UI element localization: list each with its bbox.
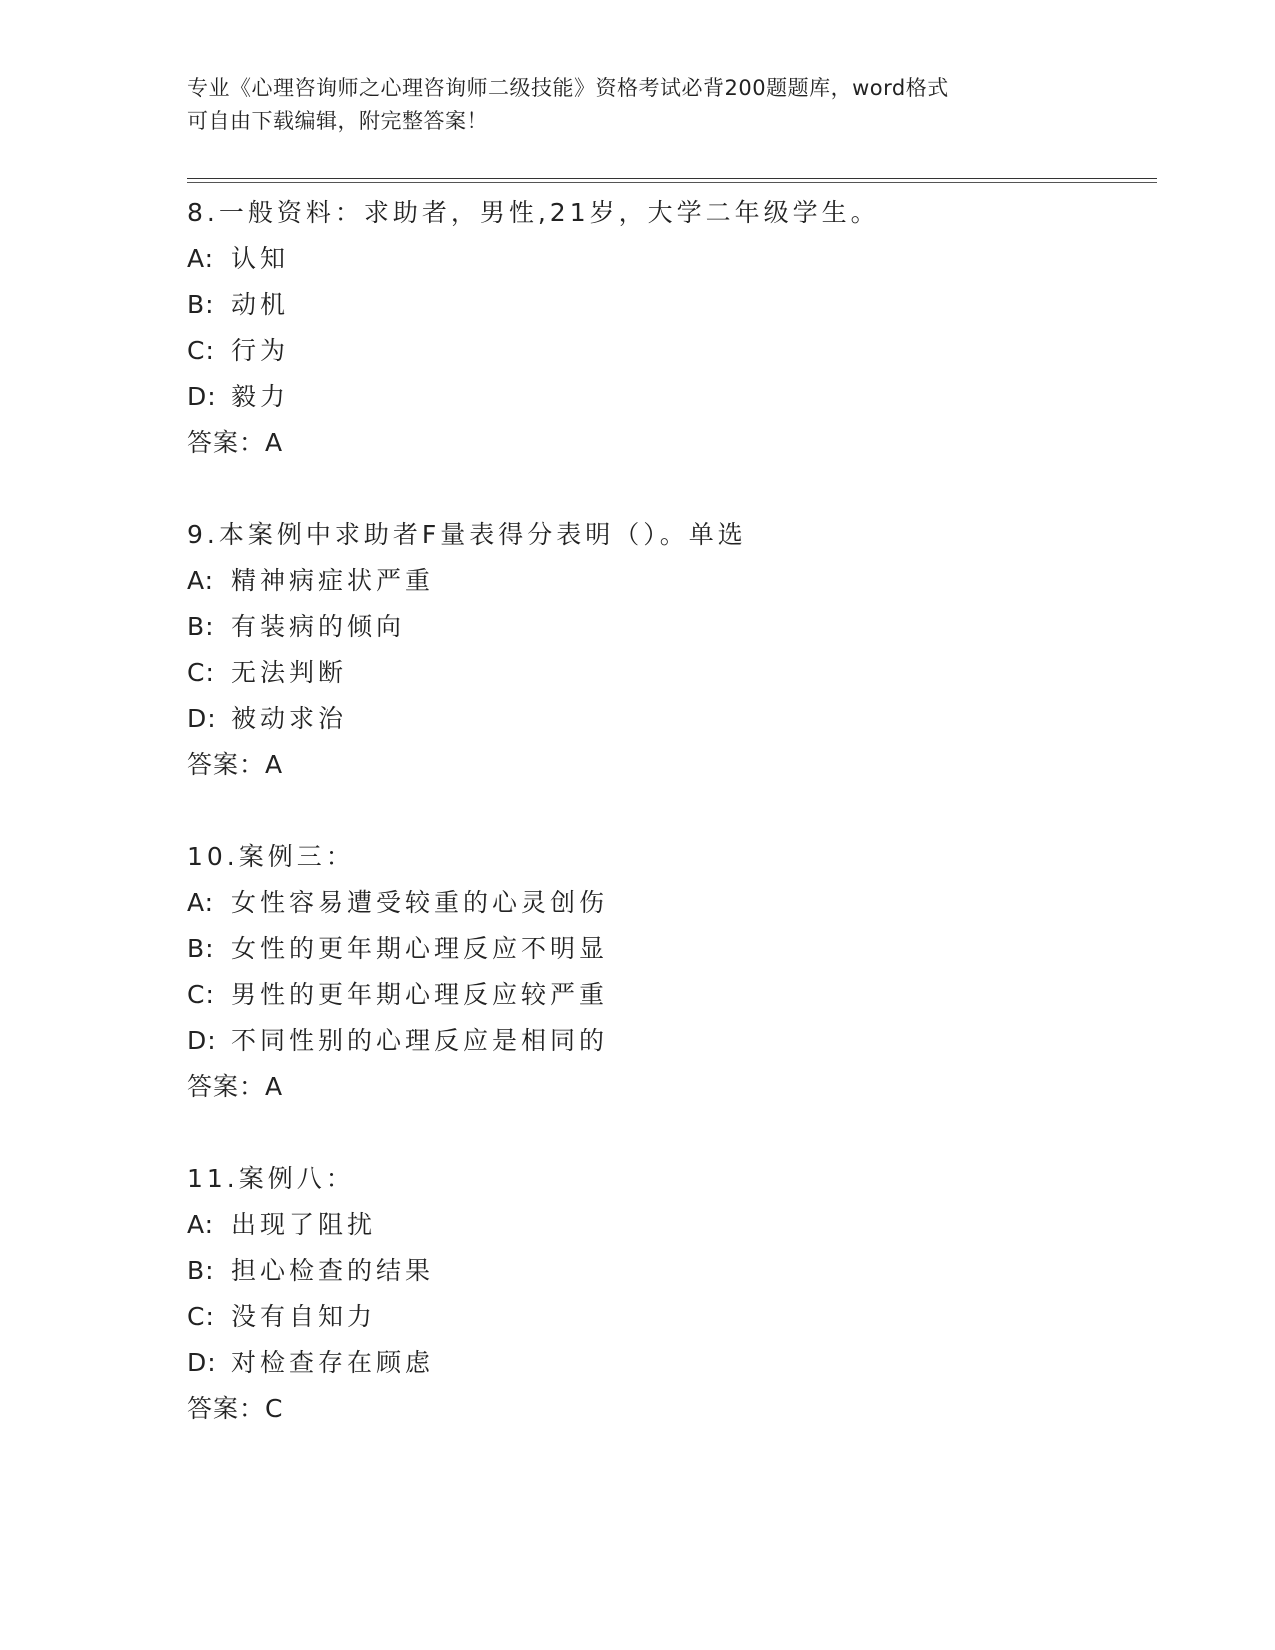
option-text: 毅力 xyxy=(231,382,290,411)
question-stem: 11.案例八： xyxy=(187,1164,355,1193)
question-answer: 答案：C xyxy=(187,1394,284,1423)
option-label: C: xyxy=(187,658,215,687)
question-option xyxy=(187,972,1147,1018)
option-text: 精神病症状严重 xyxy=(231,566,435,595)
option-label: B: xyxy=(187,1256,215,1285)
question-option xyxy=(187,880,1147,926)
option-label: B: xyxy=(187,934,215,963)
question-option xyxy=(187,282,1147,328)
option-text: 有装病的倾向 xyxy=(231,612,406,641)
question-item xyxy=(187,190,1147,466)
question-stem: 10.案例三： xyxy=(187,842,355,871)
option-text: 无法判断 xyxy=(231,658,348,687)
option-text: 男性的更年期心理反应较严重 xyxy=(231,980,609,1009)
option-label: B: xyxy=(187,290,215,319)
option-label: D: xyxy=(187,1348,217,1377)
option-text: 行为 xyxy=(231,336,290,365)
option-text: 不同性别的心理反应是相同的 xyxy=(231,1026,609,1055)
question-option xyxy=(187,374,1147,420)
header-title-line-2: 可自由下载编辑，附完整答案！ xyxy=(187,109,488,133)
question-answer: 答案：A xyxy=(187,428,284,457)
option-text: 出现了阻扰 xyxy=(231,1210,377,1239)
question-option xyxy=(187,558,1147,604)
option-text: 动机 xyxy=(231,290,290,319)
option-label: D: xyxy=(187,382,217,411)
question-stem: 9.本案例中求助者F量表得分表明（）。单选 xyxy=(187,520,747,549)
header-title-line-1: 专业《心理咨询师之心理咨询师二级技能》资格考试必背200题题库，word格式 xyxy=(187,76,949,100)
question-item xyxy=(187,834,1147,1110)
question-option xyxy=(187,926,1147,972)
question-option xyxy=(187,236,1147,282)
option-text: 对检查存在顾虑 xyxy=(231,1348,435,1377)
question-answer: 答案：A xyxy=(187,750,284,779)
question-item xyxy=(187,512,1147,788)
option-label: C: xyxy=(187,980,215,1009)
question-option xyxy=(187,328,1147,374)
question-option xyxy=(187,650,1147,696)
option-label: C: xyxy=(187,336,215,365)
document-header xyxy=(187,72,1087,138)
option-label: D: xyxy=(187,704,217,733)
option-label: A: xyxy=(187,566,215,595)
question-stem: 8.一般资料：求助者，男性,21岁，大学二年级学生。 xyxy=(187,198,880,227)
option-text: 女性容易遭受较重的心灵创伤 xyxy=(231,888,609,917)
header-divider-top xyxy=(187,178,1157,179)
question-option xyxy=(187,1018,1147,1064)
question-list xyxy=(187,190,1147,1432)
question-option xyxy=(187,1294,1147,1340)
option-label: C: xyxy=(187,1302,215,1331)
option-label: A: xyxy=(187,1210,215,1239)
option-text: 认知 xyxy=(231,244,290,273)
option-text: 担心检查的结果 xyxy=(231,1256,435,1285)
option-label: B: xyxy=(187,612,215,641)
option-text: 没有自知力 xyxy=(231,1302,377,1331)
option-text: 女性的更年期心理反应不明显 xyxy=(231,934,609,963)
question-item xyxy=(187,1156,1147,1432)
question-option xyxy=(187,1340,1147,1386)
header-divider-bottom xyxy=(187,182,1157,183)
question-option xyxy=(187,1202,1147,1248)
option-label: D: xyxy=(187,1026,217,1055)
option-label: A: xyxy=(187,888,215,917)
question-option xyxy=(187,696,1147,742)
question-option xyxy=(187,1248,1147,1294)
option-label: A: xyxy=(187,244,215,273)
option-text: 被动求治 xyxy=(231,704,348,733)
question-option xyxy=(187,604,1147,650)
question-answer: 答案：A xyxy=(187,1072,284,1101)
